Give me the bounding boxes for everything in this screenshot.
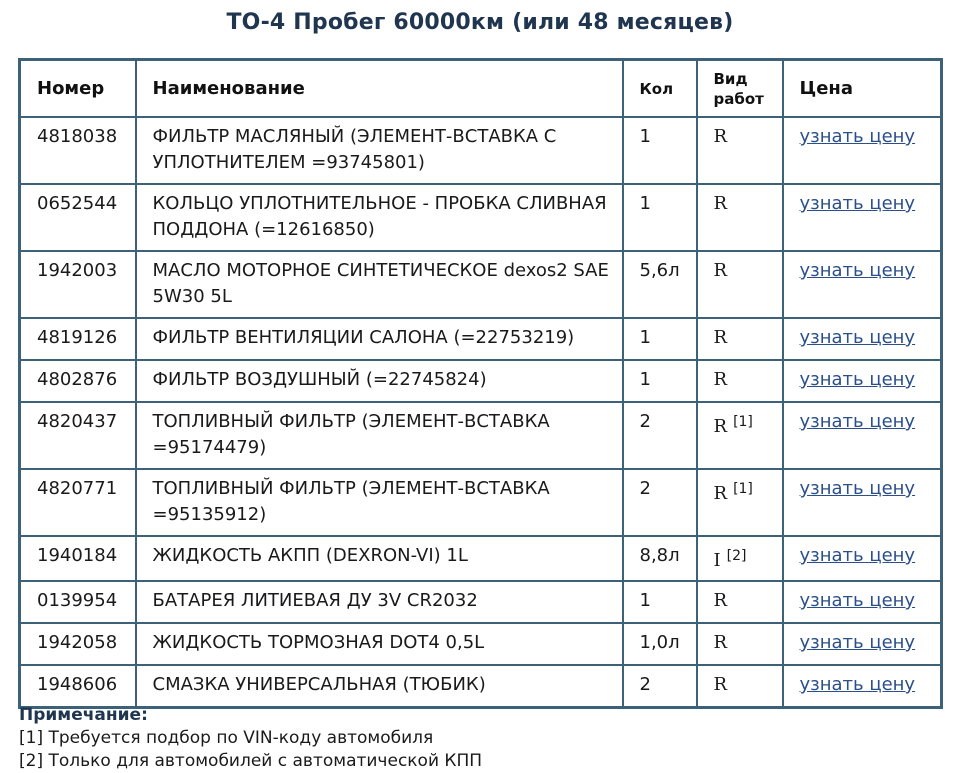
price-link[interactable]: узнать цену	[799, 193, 916, 214]
note-item-2: [2] Только для автомобилей с автоматической КПП	[19, 751, 483, 771]
work-type-cell	[697, 623, 783, 665]
work-type-code: I	[713, 550, 721, 571]
work-type-code: R	[713, 327, 728, 348]
table-row	[20, 665, 942, 708]
table-row	[20, 318, 942, 360]
work-type-cell	[697, 469, 783, 536]
table-header-row	[20, 60, 942, 118]
page-title: ТО-4 Пробег 60000км (или 48 месяцев)	[226, 10, 734, 35]
work-type-code: R	[713, 416, 728, 437]
price-link[interactable]: узнать цену	[799, 632, 916, 653]
work-type-cell	[697, 581, 783, 623]
price-link[interactable]: узнать цену	[799, 369, 916, 390]
price-cell	[783, 402, 942, 469]
quantity-cell: 5,6л	[623, 251, 697, 318]
table-row	[20, 581, 942, 623]
price-link[interactable]: узнать цену	[799, 411, 916, 432]
work-type-code: R	[713, 260, 728, 281]
notes-heading: Примечание:	[19, 705, 148, 725]
table-row	[20, 469, 942, 536]
quantity-cell: 8,8л	[623, 536, 697, 581]
work-type-cell	[697, 402, 783, 469]
work-type-code: R	[713, 369, 728, 390]
table-row	[20, 402, 942, 469]
notes-section	[19, 704, 482, 773]
part-number-cell: 4820437	[20, 402, 136, 469]
part-number-cell: 4802876	[20, 360, 136, 402]
work-type-code: R	[713, 632, 728, 653]
work-type-code: R	[713, 126, 728, 147]
work-type-code: R	[713, 590, 728, 611]
price-link[interactable]: узнать цену	[799, 590, 916, 611]
work-type-code: R	[713, 483, 728, 504]
price-cell	[783, 581, 942, 623]
table-row	[20, 623, 942, 665]
table-row	[20, 360, 942, 402]
work-type-cell	[697, 665, 783, 708]
price-cell	[783, 469, 942, 536]
part-number-cell: 1948606	[20, 665, 136, 708]
table-body	[20, 117, 942, 708]
work-type-cell	[697, 318, 783, 360]
price-cell	[783, 251, 942, 318]
maintenance-parts-table	[18, 58, 943, 709]
price-cell	[783, 360, 942, 402]
quantity-cell: 1	[623, 184, 697, 251]
price-link[interactable]: узнать цену	[799, 126, 916, 147]
quantity-cell: 1,0л	[623, 623, 697, 665]
price-link[interactable]: узнать цену	[799, 674, 916, 695]
note-reference: [2]	[726, 548, 747, 564]
part-number-cell: 1942003	[20, 251, 136, 318]
part-name-cell: ФИЛЬТР ВОЗДУШНЫЙ (=22745824)	[136, 360, 623, 402]
part-number-cell: 4818038	[20, 117, 136, 184]
part-name-cell: ФИЛЬТР МАСЛЯНЫЙ (ЭЛЕМЕНТ-ВСТАВКА С УПЛОТНИТЕЛЕМ =93745801)	[136, 117, 623, 184]
part-name-cell: ЖИДКОСТЬ ТОРМОЗНАЯ DOT4 0,5L	[136, 623, 623, 665]
column-header-work-type	[697, 60, 783, 118]
part-number-cell: 1942058	[20, 623, 136, 665]
quantity-cell: 1	[623, 117, 697, 184]
quantity-cell: 1	[623, 360, 697, 402]
quantity-cell: 1	[623, 318, 697, 360]
table-row	[20, 251, 942, 318]
part-number-cell: 4820771	[20, 469, 136, 536]
price-link[interactable]: узнать цену	[799, 545, 916, 566]
note-reference: [1]	[733, 414, 753, 430]
column-header-work-type-line1: Вид	[713, 69, 748, 88]
work-type-cell	[697, 184, 783, 251]
price-cell	[783, 318, 942, 360]
price-cell	[783, 117, 942, 184]
part-name-cell: ТОПЛИВНЫЙ ФИЛЬТР (ЭЛЕМЕНТ-ВСТАВКА =95135912)	[136, 469, 623, 536]
price-cell	[783, 665, 942, 708]
table-row	[20, 117, 942, 184]
note-reference: [1]	[733, 481, 753, 497]
column-header-qty: Кол	[623, 60, 697, 118]
column-header-work-type-line2: работ	[713, 89, 764, 108]
work-type-cell	[697, 251, 783, 318]
part-name-cell: ЖИДКОСТЬ АКПП (DEXRON-VI) 1L	[136, 536, 623, 581]
work-type-cell	[697, 117, 783, 184]
column-header-name: Наименование	[136, 60, 623, 118]
quantity-cell: 2	[623, 665, 697, 708]
part-name-cell: МАСЛО МОТОРНОЕ СИНТЕТИЧЕСКОЕ dexos2 SAE 5W30 5L	[136, 251, 623, 318]
quantity-cell: 1	[623, 581, 697, 623]
price-cell	[783, 623, 942, 665]
price-link[interactable]: узнать цену	[799, 478, 916, 499]
part-name-cell: ТОПЛИВНЫЙ ФИЛЬТР (ЭЛЕМЕНТ-ВСТАВКА =95174479)	[136, 402, 623, 469]
price-link[interactable]: узнать цену	[799, 327, 916, 348]
price-link[interactable]: узнать цену	[799, 260, 916, 281]
price-cell	[783, 536, 942, 581]
quantity-cell: 2	[623, 469, 697, 536]
work-type-cell	[697, 360, 783, 402]
work-type-code: R	[713, 193, 728, 214]
part-name-cell: КОЛЬЦО УПЛОТНИТЕЛЬНОЕ - ПРОБКА СЛИВНАЯ ПОДДОНА (=12616850)	[136, 184, 623, 251]
note-item-1: [1] Требуется подбор по VIN-коду автомобиля	[19, 728, 434, 748]
part-number-cell: 4819126	[20, 318, 136, 360]
table-row	[20, 184, 942, 251]
part-number-cell: 0652544	[20, 184, 136, 251]
column-header-price: Цена	[783, 60, 942, 118]
part-number-cell: 0139954	[20, 581, 136, 623]
part-name-cell: БАТАРЕЯ ЛИТИЕВАЯ ДУ 3V CR2032	[136, 581, 623, 623]
part-name-cell: СМАЗКА УНИВЕРСАЛЬНАЯ (ТЮБИК)	[136, 665, 623, 708]
table-row	[20, 536, 942, 581]
column-header-number: Номер	[20, 60, 136, 118]
part-number-cell: 1940184	[20, 536, 136, 581]
work-type-code: R	[713, 674, 728, 695]
quantity-cell: 2	[623, 402, 697, 469]
part-name-cell: ФИЛЬТР ВЕНТИЛЯЦИИ САЛОНА (=22753219)	[136, 318, 623, 360]
price-cell	[783, 184, 942, 251]
work-type-cell	[697, 536, 783, 581]
